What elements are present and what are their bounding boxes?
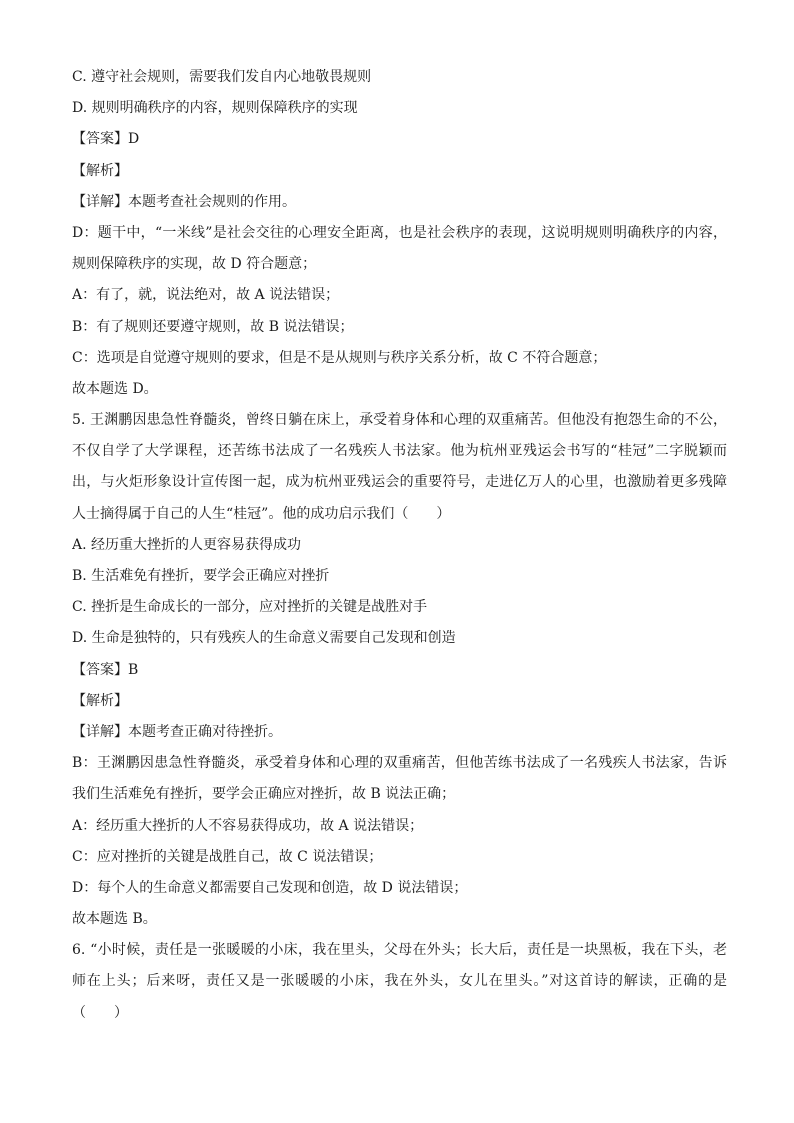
q4-option-d: D. 规则明确秩序的内容，规则保障秩序的实现 xyxy=(72,100,358,117)
q4-explain-d-line1: D：题干中，“一米线”是社会交往的心理安全距离，也是社会秩序的表现，这说明规则明确秩序的内容， xyxy=(72,224,727,241)
q5-detail: 【详解】本题考查正确对待挫折。 xyxy=(72,723,282,740)
document-page xyxy=(72,62,727,1029)
q5-option-d: D. 生命是独特的，只有残疾人的生命意义需要自己发现和创造 xyxy=(72,630,456,647)
q4-analysis-label: 【解析】 xyxy=(72,162,128,179)
q5-stem-line1: 5. 王渊鹏因患急性脊髓炎，曾终日躺在床上，承受着身体和心理的双重痛苦。但他没有抱怨生命的不公， xyxy=(72,412,727,429)
q5-analysis-label: 【解析】 xyxy=(72,692,128,709)
q5-stem-line3: 出，与火炬形象设计宣传图一起，成为杭州亚残运会的重要符号，走进亿万人的心里，也激励着更多残障 xyxy=(72,474,727,491)
q4-explain-d-line2: 规则保障秩序的实现，故 D 符合题意； xyxy=(72,256,317,273)
q5-option-c: C. 挫折是生命成长的一部分，应对挫折的关键是战胜对手 xyxy=(72,599,428,616)
q6-stem-line3: （ ） xyxy=(72,1004,128,1021)
q5-option-b: B. 生活难免有挫折，要学会正确应对挫折 xyxy=(72,568,330,584)
q4-explain-a: A：有了，就，说法绝对，故 A 说法错误； xyxy=(72,287,340,304)
q4-option-c: C. 遵守社会规则，需要我们发自内心地敬畏规则 xyxy=(72,69,372,85)
q5-explain-a: A：经历重大挫折的人不容易获得成功，故 A 说法错误； xyxy=(72,817,424,834)
q6-stem-line2: 师在上头；后来呀，责任又是一张暖暖的小床，我在外头，女儿在里头。”对这首诗的解读，正确的是 xyxy=(72,973,727,990)
q5-explain-b-line1: B：王渊鹏因患急性脊髓炎，承受着身体和心理的双重痛苦，但他苦练书法成了一名残疾人书法家，告诉 xyxy=(72,755,727,772)
q5-stem-line4: 人士摘得属于自己的人生“桂冠”。他的成功启示我们（ ） xyxy=(72,505,451,522)
q4-conclusion: 故本题选 D。 xyxy=(72,380,158,397)
q4-explain-b: B：有了规则还要遵守规则，故 B 说法错误； xyxy=(72,318,354,335)
q5-stem-line2: 不仅自学了大学课程，还苦练书法成了一名残疾人书法家。他为杭州亚残运会书写的“桂冠”二字脱颖而 xyxy=(72,443,727,460)
q5-option-a: A. 经历重大挫折的人更容易获得成功 xyxy=(72,536,302,553)
q4-detail: 【详解】本题考查社会规则的作用。 xyxy=(72,193,296,210)
q4-answer: 【答案】D xyxy=(72,131,140,148)
q6-stem-line1: 6. “小时候，责任是一张暖暖的小床，我在里头，父母在外头；长大后，责任是一块黑板，我在下头，老 xyxy=(72,942,727,959)
q5-answer: 【答案】B xyxy=(72,661,139,678)
q5-conclusion: 故本题选 B。 xyxy=(72,911,157,928)
q5-explain-c: C：应对挫折的关键是战胜自己，故 C 说法错误； xyxy=(72,848,383,865)
q5-explain-d: D：每个人的生命意义都需要自己发现和创造，故 D 说法错误； xyxy=(72,879,468,896)
q5-explain-b-line2: 我们生活难免有挫折，要学会正确应对挫折，故 B 说法正确； xyxy=(72,786,456,803)
q4-explain-c: C：选项是自觉遵守规则的要求，但是不是从规则与秩序关系分析，故 C 不符合题意； xyxy=(72,349,607,366)
